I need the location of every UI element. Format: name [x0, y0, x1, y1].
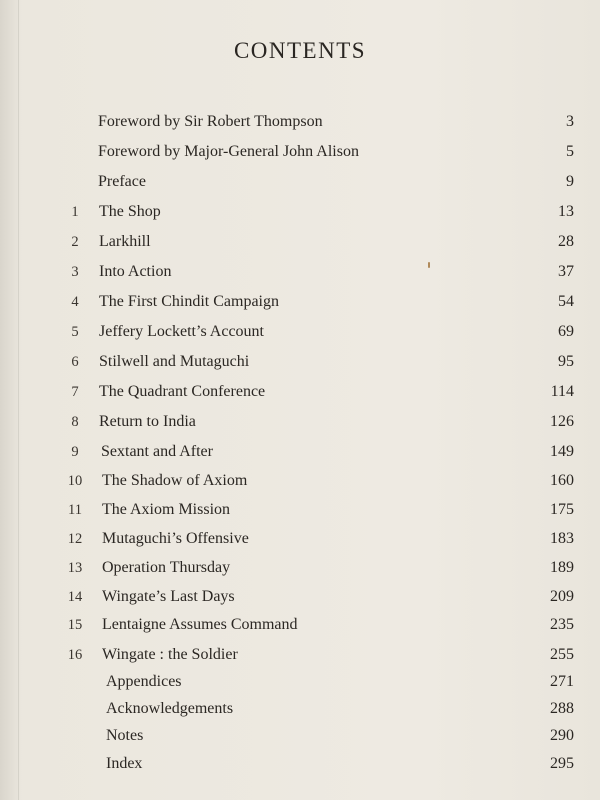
page-number: 28	[558, 233, 574, 250]
entry-title: Stilwell and Mutaguchi	[99, 353, 250, 370]
entry-title: The Shop	[99, 203, 161, 220]
toc-entry	[0, 140, 600, 164]
entry-title: Jeffery Lockett’s Account	[99, 323, 264, 340]
toc-entry	[0, 752, 600, 776]
page-number: 3	[566, 113, 574, 130]
entry-title: Notes	[106, 727, 144, 744]
chapter-number: 4	[71, 294, 79, 310]
chapter-number: 3	[71, 264, 79, 280]
chapter-number: 5	[71, 324, 79, 340]
entry-title: Into Action	[99, 263, 172, 280]
toc-entry	[0, 724, 600, 748]
entry-title: Larkhill	[99, 233, 151, 250]
chapter-number: 6	[71, 354, 79, 370]
entry-title: Foreword by Sir Robert Thompson	[98, 113, 323, 130]
page-number: 37	[558, 263, 574, 280]
toc-entry	[0, 556, 600, 580]
toc-entry	[0, 585, 600, 609]
entry-title: Index	[106, 755, 143, 772]
chapter-number: 8	[71, 414, 79, 430]
entry-title: The First Chindit Campaign	[99, 293, 279, 310]
page-number: 5	[566, 143, 574, 160]
entry-title: The Axiom Mission	[102, 501, 231, 518]
chapter-number: 12	[67, 531, 83, 547]
entry-title: Return to India	[99, 413, 196, 430]
chapter-number: 14	[67, 589, 83, 605]
toc-entry	[0, 613, 600, 637]
page-number: 175	[550, 501, 574, 518]
toc-entry	[0, 527, 600, 551]
page-number: 295	[550, 755, 574, 772]
toc-entry	[0, 498, 600, 522]
toc-entry	[0, 350, 600, 374]
chapter-number: 7	[71, 384, 79, 400]
chapter-number: 11	[68, 502, 82, 518]
toc-entry	[0, 380, 600, 404]
page-number: 189	[550, 559, 574, 576]
page-number: 288	[550, 700, 574, 717]
entry-title: Appendices	[106, 673, 182, 690]
entry-title: Mutaguchi’s Offensive	[102, 530, 249, 547]
chapter-number: 16	[67, 647, 83, 663]
toc-entry	[0, 440, 600, 464]
page-number: 13	[558, 203, 574, 220]
page-number: 271	[550, 673, 574, 690]
toc-entry	[0, 200, 600, 224]
toc-entry	[0, 320, 600, 344]
contents-heading: CONTENTS	[233, 38, 367, 63]
chapter-number: 15	[67, 617, 83, 633]
page-number: 95	[558, 353, 574, 370]
toc-entry	[0, 670, 600, 694]
toc-entry	[0, 643, 600, 667]
entry-title: Foreword by Major-General John Alison	[98, 143, 359, 160]
page-number: 69	[558, 323, 574, 340]
page-number: 54	[558, 293, 574, 310]
page-number: 255	[550, 646, 574, 663]
page-number: 183	[550, 530, 574, 547]
toc-entry	[0, 290, 600, 314]
toc-entry	[0, 697, 600, 721]
page-number: 160	[550, 472, 574, 489]
entry-title: The Quadrant Conference	[99, 383, 266, 400]
page-number: 209	[550, 588, 574, 605]
toc-entry	[0, 410, 600, 434]
page-number: 9	[566, 173, 574, 190]
chapter-number: 9	[71, 444, 79, 460]
entry-title: Lentaigne Assumes Command	[102, 616, 298, 633]
entry-title: Acknowledgements	[106, 700, 234, 717]
entry-title: Wingate’s Last Days	[102, 588, 235, 605]
chapter-number: 1	[71, 204, 79, 220]
toc-entry	[0, 260, 600, 284]
page-number: 149	[550, 443, 574, 460]
entry-title: Sextant and After	[101, 443, 213, 460]
page-number: 290	[550, 727, 574, 744]
entry-title: Preface	[98, 173, 146, 190]
toc-entry	[0, 230, 600, 254]
entry-title: Wingate : the Soldier	[102, 646, 238, 663]
page-number: 126	[550, 413, 574, 430]
entry-title: The Shadow of Axiom	[102, 472, 248, 489]
toc-entry	[0, 110, 600, 134]
page-number: 114	[550, 383, 574, 400]
page-number: 235	[550, 616, 574, 633]
entry-title: Operation Thursday	[102, 559, 231, 576]
chapter-number: 13	[67, 560, 83, 576]
toc-entry	[0, 469, 600, 493]
chapter-number: 10	[67, 473, 83, 489]
chapter-number: 2	[71, 234, 79, 250]
toc-entry	[0, 170, 600, 194]
